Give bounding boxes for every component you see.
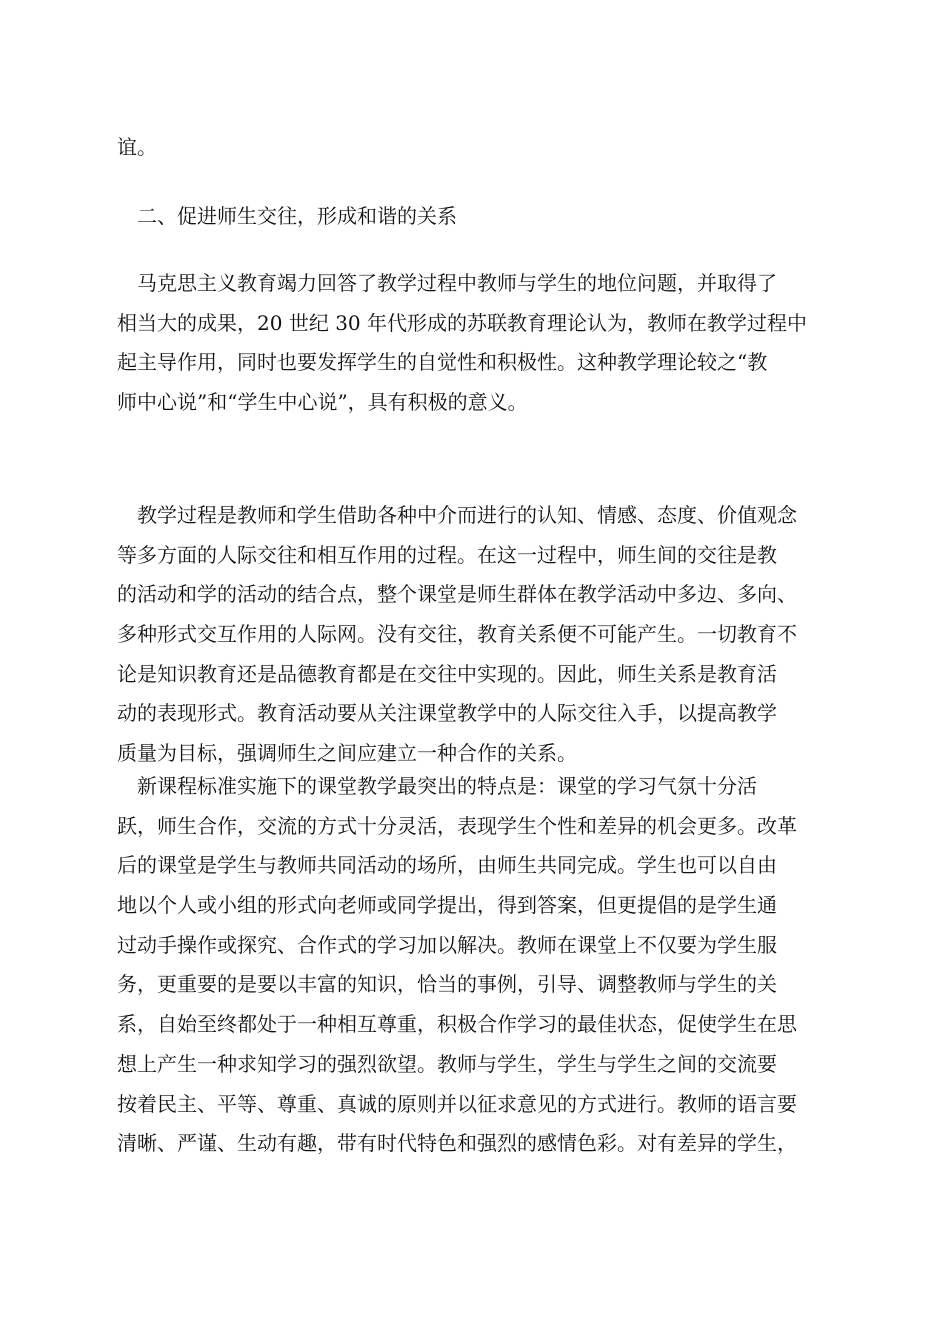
text-line: 动的表现形式。教育活动要从关注课堂教学中的人际交往入手，以提高教学 xyxy=(117,701,777,726)
text-line: 新课程标准实施下的课堂教学最突出的特点是：课堂的学习气氛十分活 xyxy=(137,774,757,798)
text-line: 谊。 xyxy=(117,135,157,159)
text-line: 清晰、严谨、生动有趣，带有时代特色和强烈的感情色彩。对有差异的学生， xyxy=(117,1131,797,1156)
text-line: 相当大的成果，20 世纪 30 年代形成的苏联教育理论认为，教师在教学过程中 xyxy=(117,310,808,335)
section-heading-text: 二、促进师生交往，形成和谐的关系 xyxy=(117,204,457,228)
text-line: 系，自始至终都处于一种相互尊重，积极合作学习的最佳状态，促使学生在思 xyxy=(117,1012,797,1037)
text-line: 后的课堂是学生与教师共同活动的场所，由师生共同完成。学生也可以自由 xyxy=(117,853,777,878)
text-line: 的活动和学的活动的结合点，整个课堂是师生群体在教学活动中多边、多向、 xyxy=(117,582,797,607)
text-line: 师中心说”和“学生中心说”，具有积极的意义。 xyxy=(117,390,528,415)
text-line: 务，更重要的是要以丰富的知识，恰当的事例，引导、调整教师与学生的关 xyxy=(117,972,777,997)
section-heading xyxy=(117,197,847,237)
paragraph-soviet-theory xyxy=(117,264,847,423)
text-line: 地以个人或小组的形式向老师或同学提出，得到答案，但更提倡的是学生通 xyxy=(117,893,777,918)
text-line: 论是知识教育还是品德教育都是在交往中实现的。因此，师生关系是教育活 xyxy=(117,661,777,686)
text-line: 马克思主义教育竭力回答了教学过程中教师与学生的地位问题，并取得了 xyxy=(137,271,777,295)
text-line: 教学过程是教师和学生借助各种中介而进行的认知、情感、态度、价值观念 xyxy=(137,503,797,527)
paragraph-new-curriculum xyxy=(117,767,847,1164)
text-line: 按着民主、平等、尊重、真诚的原则并以征求意见的方式进行。教师的语言要 xyxy=(117,1091,797,1116)
text-line: 起主导作用，同时也要发挥学生的自觉性和积极性。这种教学理论较之“教 xyxy=(117,350,768,375)
text-line: 多种形式交互作用的人际网。没有交往，教育关系便不可能产生。一切教育不 xyxy=(117,622,797,647)
text-line: 过动手操作或探究、合作式的学习加以解决。教师在课堂上不仅要为学生服 xyxy=(117,932,777,957)
paragraph-teaching-process xyxy=(117,496,847,774)
text-line: 想上产生一种求知学习的强烈欲望。教师与学生，学生与学生之间的交流要 xyxy=(117,1051,777,1076)
text-line: 跃，师生合作，交流的方式十分灵活，表现学生个性和差异的机会更多。改革 xyxy=(117,813,797,838)
paragraph-continuation xyxy=(117,128,847,168)
text-line: 质量为目标，强调师生之间应建立一种合作的关系。 xyxy=(117,741,577,766)
text-line: 等多方面的人际交往和相互作用的过程。在这一过程中，师生间的交往是教 xyxy=(117,542,777,567)
